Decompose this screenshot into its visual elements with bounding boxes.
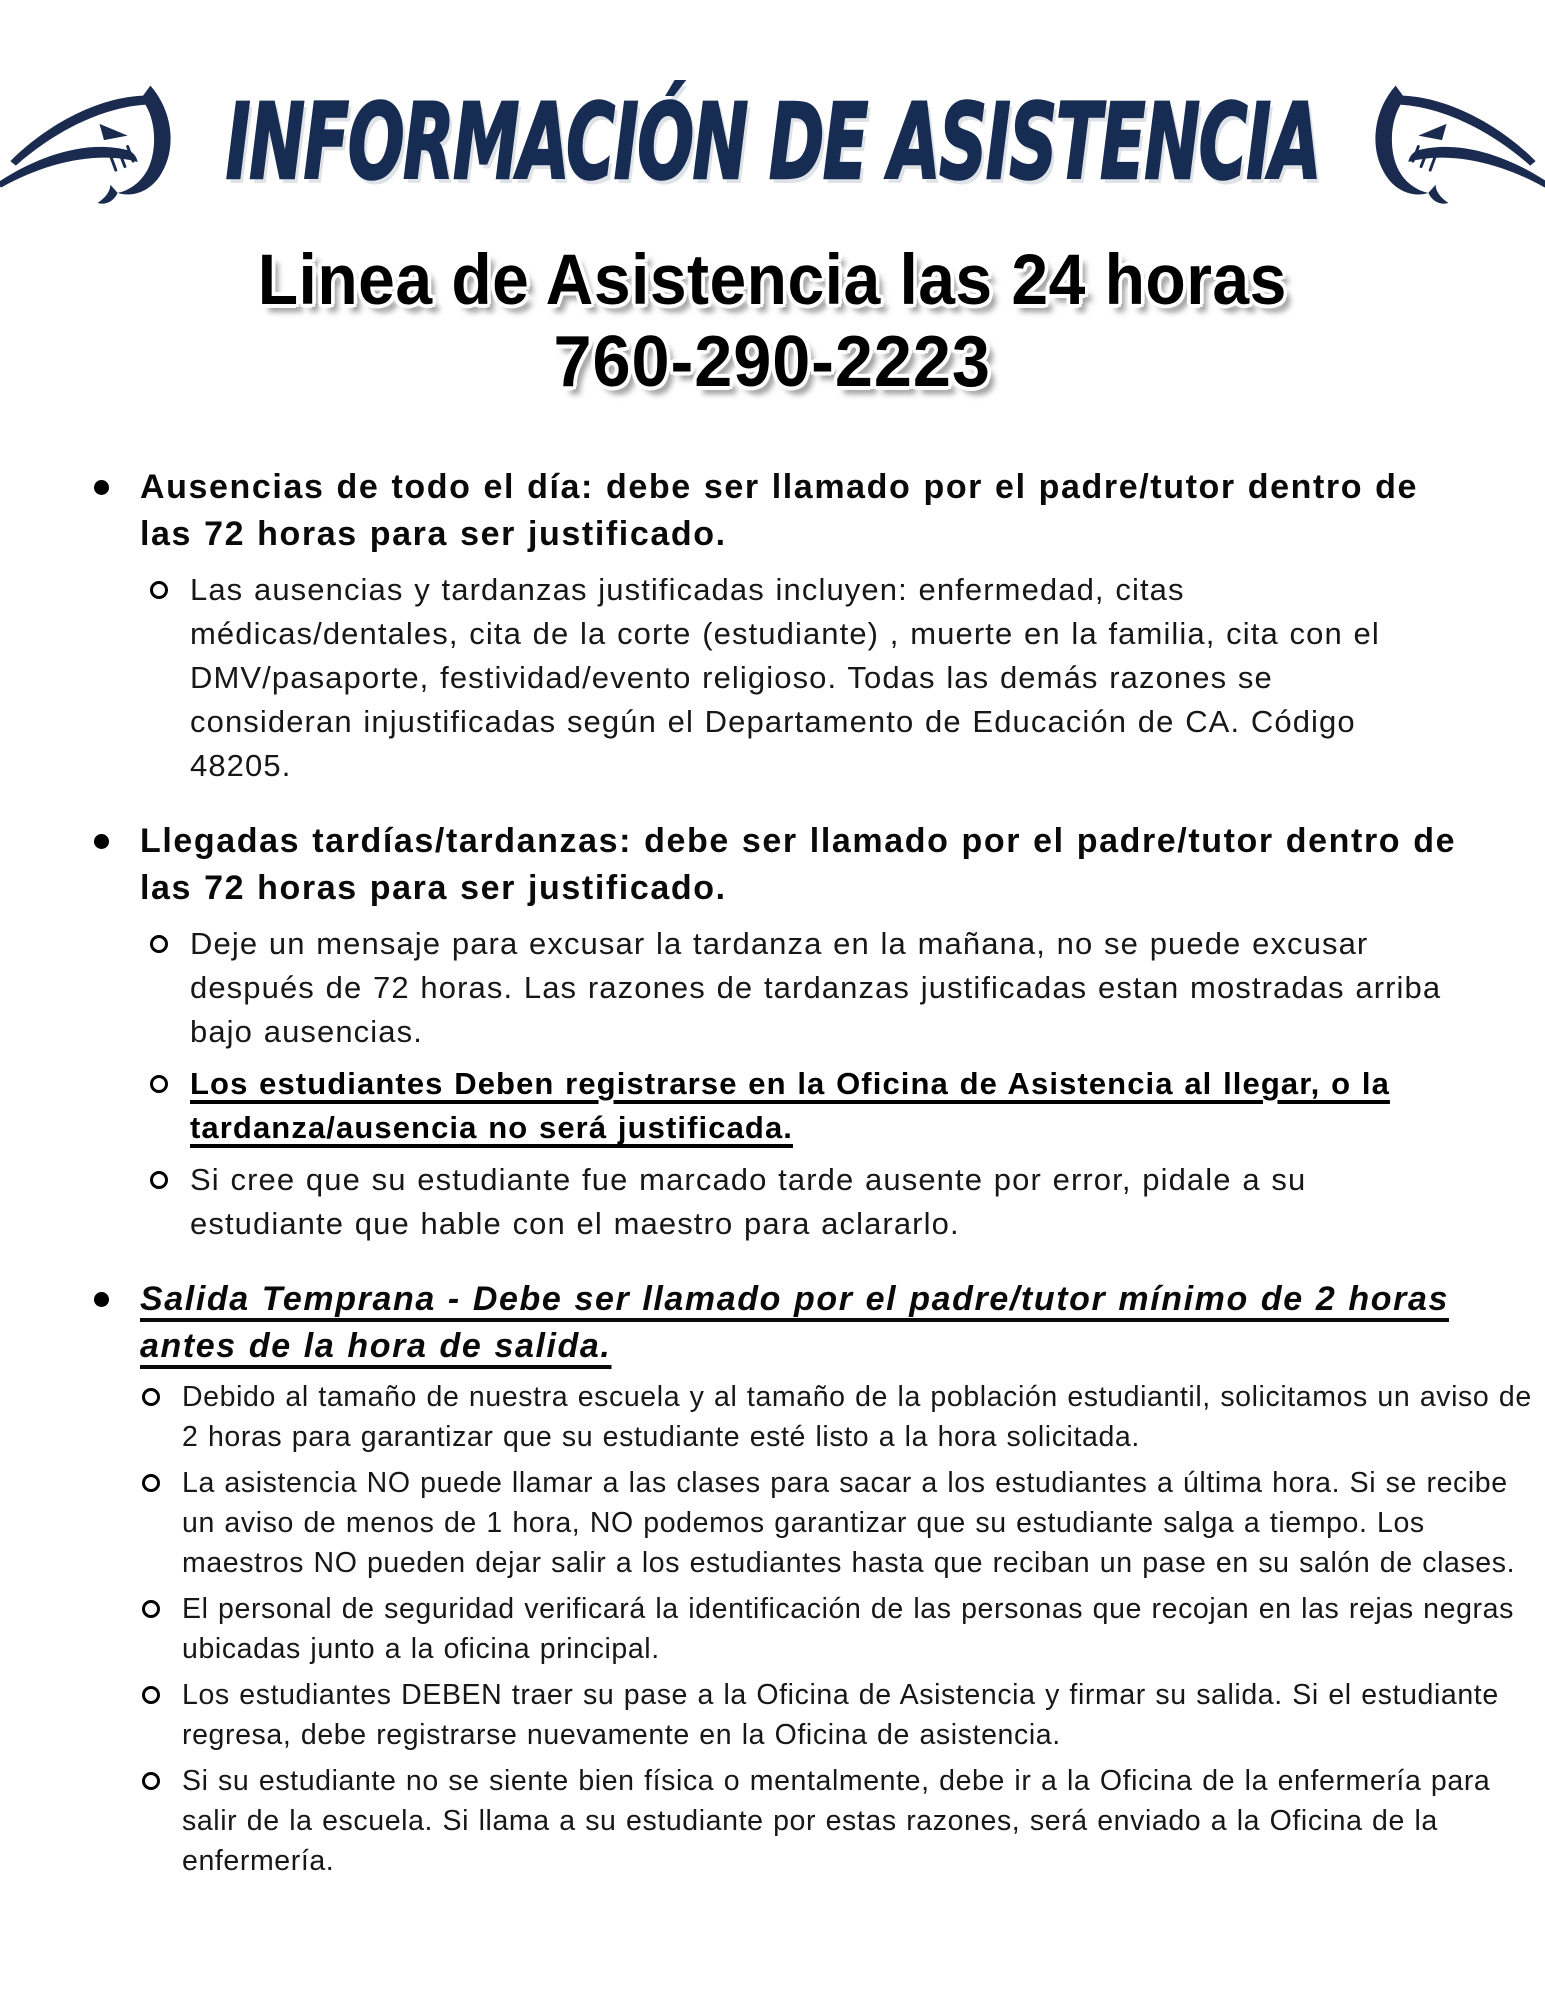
list-item	[140, 1675, 1545, 1755]
hotline-title: Linea de Asistencia las 24 horas	[257, 241, 1288, 320]
sub-bullet-text: Si cree que su estudiante fue marcado tarde ausente por error, pidale a su estudiante que hable con el maestro para aclararlo.	[190, 1162, 1307, 1241]
section-heading: Llegadas tardías/tardanzas: debe ser llamado por el padre/tutor dentro de las 72 horas para ser justificado.	[140, 822, 1457, 907]
hawk-logo-right-icon	[1352, 70, 1545, 214]
hotline-block	[0, 240, 1545, 402]
bullet-icon	[94, 834, 109, 849]
hotline-phone-number: 760-290-2223	[553, 322, 992, 402]
list-item	[140, 1377, 1545, 1457]
sub-bullet-text: Debido al tamaño de nuestra escuela y al tamaño de la población estudiantil, solicitamos un aviso de 2 horas para garantizar que su estudiante esté listo a la hora solicitada.	[182, 1381, 1532, 1453]
sub-bullet-text: La asistencia NO puede llamar a las clases para sacar a los estudiantes a última hora. Si se recibe un aviso de menos de 1 hora, NO podemos garantizar que su estudiante salga a tiempo. Los maestros NO pueden dejar salir a los estudiantes hasta que reciban un pase en su salón de clases.	[182, 1467, 1516, 1579]
list-item	[148, 568, 1545, 788]
list-item	[140, 1761, 1545, 1881]
sub-bullet-text: Deje un mensaje para excusar la tardanza en la mañana, no se puede excusar después de 72 horas. Las razones de tardanzas justificadas estan mostradas arriba bajo ausencias.	[190, 926, 1442, 1049]
bullet-list	[0, 464, 1545, 1881]
list-item	[140, 1463, 1545, 1583]
list-item	[140, 1589, 1545, 1669]
circle-bullet-icon	[150, 1075, 168, 1093]
sub-bullet-text: Las ausencias y tardanzas justificadas incluyen: enfermedad, citas médicas/dentales, cita de la corte (estudiante) , muerte en la familia, cita con el DMV/pasaporte, festividad/evento religioso. Todas las demás razones se consideran injustificadas según el Departamento de Educación de CA. Código 48205.	[190, 572, 1380, 783]
list-item	[148, 922, 1545, 1054]
page-title: INFORMACIÓN DE ASISTENCIA	[225, 81, 1320, 203]
list-item	[148, 1062, 1545, 1150]
circle-bullet-icon	[142, 1686, 160, 1704]
list-item	[90, 1276, 1545, 1370]
section-heading: Ausencias de todo el día: debe ser llamado por el padre/tutor dentro de las 72 horas para ser justificado.	[140, 468, 1419, 553]
hawk-logo-left-icon	[0, 70, 194, 214]
circle-bullet-icon	[142, 1474, 160, 1492]
circle-bullet-icon	[142, 1600, 160, 1618]
section-early-release	[0, 1276, 1545, 1881]
bullet-icon	[94, 480, 109, 495]
section-heading: Salida Temprana - Debe ser llamado por el padre/tutor mínimo de 2 horas antes de la hora de salida.	[140, 1280, 1449, 1365]
header	[0, 0, 1545, 214]
sub-bullet-text: El personal de seguridad verificará la identificación de las personas que recojan en las rejas negras ubicadas junto a la oficina principal.	[182, 1593, 1514, 1665]
section-full-day-absences	[0, 464, 1545, 788]
list-item	[90, 464, 1545, 558]
circle-bullet-icon	[142, 1772, 160, 1790]
sub-bullet-text: Los estudiantes Deben registrarse en la Oficina de Asistencia al llegar, o la tardanza/ausencia no será justificada.	[190, 1066, 1390, 1145]
circle-bullet-icon	[142, 1388, 160, 1406]
list-item	[148, 1158, 1545, 1246]
section-tardies	[0, 818, 1545, 1246]
sub-bullet-text: Los estudiantes DEBEN traer su pase a la Oficina de Asistencia y firmar su salida. Si el estudiante regresa, debe registrarse nuevamente en la Oficina de asistencia.	[182, 1679, 1499, 1751]
list-item	[90, 818, 1545, 912]
circle-bullet-icon	[150, 1171, 168, 1189]
sub-bullet-text: Si su estudiante no se siente bien física o mentalmente, debe ir a la Oficina de la enfermería para salir de la escuela. Si llama a su estudiante por estas razones, será enviado a la Oficina de la enfermería.	[182, 1765, 1491, 1877]
circle-bullet-icon	[150, 935, 168, 953]
bullet-icon	[94, 1292, 109, 1307]
circle-bullet-icon	[150, 581, 168, 599]
